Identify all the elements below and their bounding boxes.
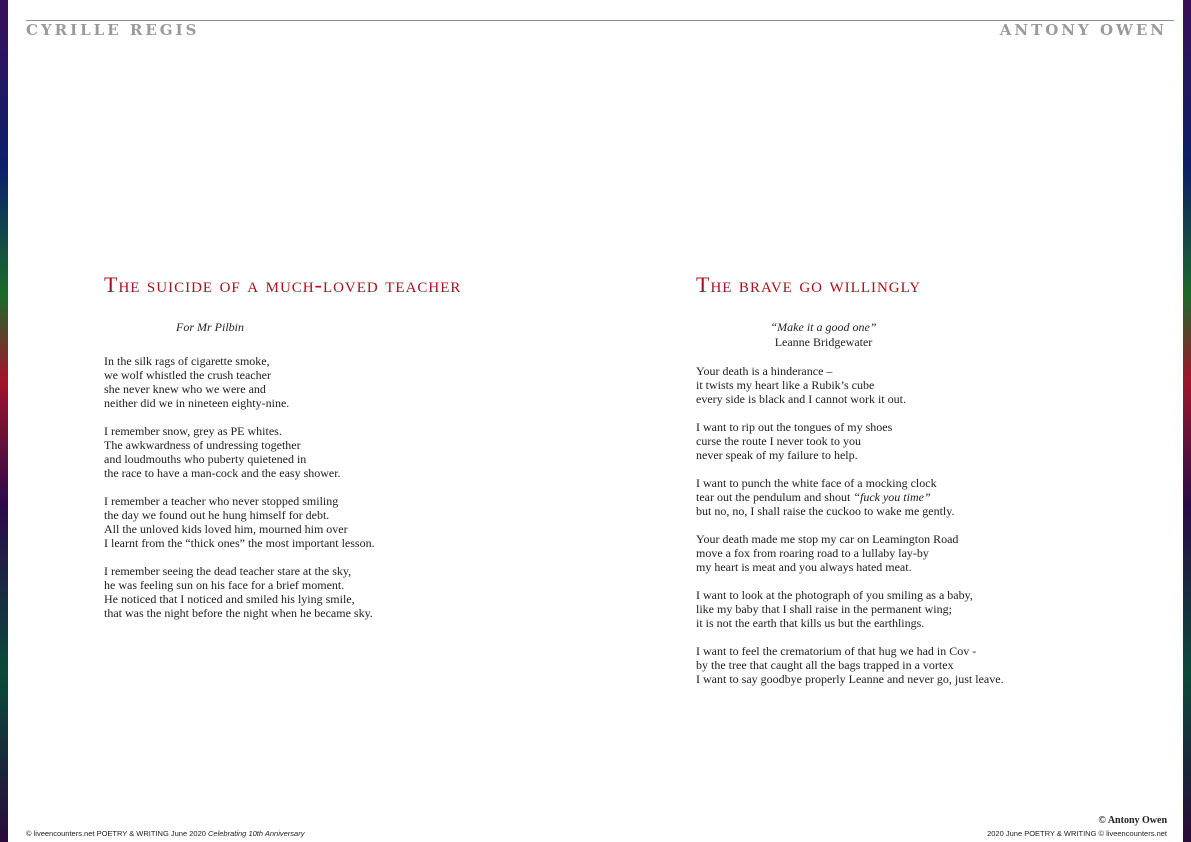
stanza bbox=[104, 564, 584, 620]
poem-line: every side is black and I cannot work it out. bbox=[696, 392, 906, 406]
poem-epigraph bbox=[696, 320, 951, 350]
header-right-title: ANTONY OWEN bbox=[999, 21, 1167, 39]
footer-right: 2020 June POETRY & WRITING © liveencounters.net bbox=[987, 829, 1167, 838]
footer-left-italic: Celebrating 10th Anniversary bbox=[208, 829, 305, 838]
stanza bbox=[696, 644, 1166, 686]
poem-line: she never knew who we were and bbox=[104, 382, 266, 396]
stanza bbox=[104, 424, 584, 480]
poem-line: Your death made me stop my car on Leamington Road bbox=[696, 532, 959, 546]
poem-line: he was feeling sun on his face for a brief moment. bbox=[104, 578, 345, 592]
poem-line: I want to punch the white face of a mocking clock bbox=[696, 476, 937, 490]
poem-line: it is not the earth that kills us but the earthlings. bbox=[696, 616, 925, 630]
epigraph-author: Leanne Bridgewater bbox=[774, 335, 873, 349]
poem-line bbox=[696, 490, 1166, 504]
stanza bbox=[696, 588, 1166, 630]
footer-left-text: © liveencounters.net POETRY & WRITING June 2020 bbox=[26, 829, 208, 838]
poem-line: it twists my heart like a Rubik’s cube bbox=[696, 378, 875, 392]
poem-line: I want to look at the photograph of you smiling as a baby, bbox=[696, 588, 973, 602]
poem-line: the race to have a man-cock and the easy shower. bbox=[104, 466, 341, 480]
poem-line: the day we found out he hung himself for debt. bbox=[104, 508, 330, 522]
poem-line: I remember a teacher who never stopped smiling bbox=[104, 494, 339, 508]
poem-line: All the unloved kids loved him, mourned him over bbox=[104, 522, 348, 536]
poem-line: but no, no, I shall raise the cuckoo to wake me gently. bbox=[696, 504, 955, 518]
footer-left bbox=[26, 829, 304, 838]
stanza bbox=[696, 420, 1166, 462]
poem-line: The awkwardness of undressing together bbox=[104, 438, 301, 452]
poem-line: He noticed that I noticed and smiled his lying smile, bbox=[104, 592, 355, 606]
stanza bbox=[696, 476, 1166, 518]
page bbox=[8, 0, 1183, 842]
poem-left bbox=[104, 272, 584, 634]
poem-line: that was the night before the night when he became sky. bbox=[104, 606, 373, 620]
poem-title: The brave go willingly bbox=[696, 272, 922, 297]
poem-line: I want to say goodbye properly Leanne and never go, just leave. bbox=[696, 672, 1004, 686]
poem-line: by the tree that caught all the bags trapped in a vortex bbox=[696, 658, 954, 672]
poem-line: we wolf whistled the crush teacher bbox=[104, 368, 271, 382]
stanza bbox=[696, 532, 1166, 574]
poem-line: move a fox from roaring road to a lullaby lay-by bbox=[696, 546, 929, 560]
epigraph-quote: “Make it a good one” bbox=[770, 320, 877, 334]
poem-line: I learnt from the “thick ones” the most important lesson. bbox=[104, 536, 375, 550]
poem-line: In the silk rags of cigarette smoke, bbox=[104, 354, 270, 368]
poem-line: my heart is meat and you always hated meat. bbox=[696, 560, 912, 574]
poem-line: like my baby that I shall raise in the permanent wing; bbox=[696, 602, 952, 616]
stanza bbox=[696, 364, 1166, 406]
poem-line: and loudmouths who puberty quietened in bbox=[104, 452, 307, 466]
line-text: tear out the pendulum and shout bbox=[696, 490, 854, 504]
header-left-title: CYRILLE REGIS bbox=[26, 21, 200, 39]
poem-line: I remember snow, grey as PE whites. bbox=[104, 424, 282, 438]
poem-line: never speak of my failure to help. bbox=[696, 448, 858, 462]
poem-dedication: For Mr Pilbin bbox=[176, 320, 244, 334]
poem-title: The suicide of a much-loved teacher bbox=[104, 272, 462, 297]
poem-line: Your death is a hinderance – bbox=[696, 364, 833, 378]
poem-line: I want to rip out the tongues of my shoes bbox=[696, 420, 893, 434]
footer-right-copyright: © Antony Owen bbox=[1098, 815, 1167, 826]
poem-line: curse the route I never took to you bbox=[696, 434, 861, 448]
poem-right bbox=[696, 272, 1166, 700]
poem-line: neither did we in nineteen eighty-nine. bbox=[104, 396, 290, 410]
poem-line: I want to feel the crematorium of that hug we had in Cov - bbox=[696, 644, 977, 658]
stanza bbox=[104, 494, 584, 550]
stanza bbox=[104, 354, 584, 410]
italic-phrase: “fuck you time” bbox=[853, 490, 931, 504]
poem-line: I remember seeing the dead teacher stare at the sky, bbox=[104, 564, 352, 578]
